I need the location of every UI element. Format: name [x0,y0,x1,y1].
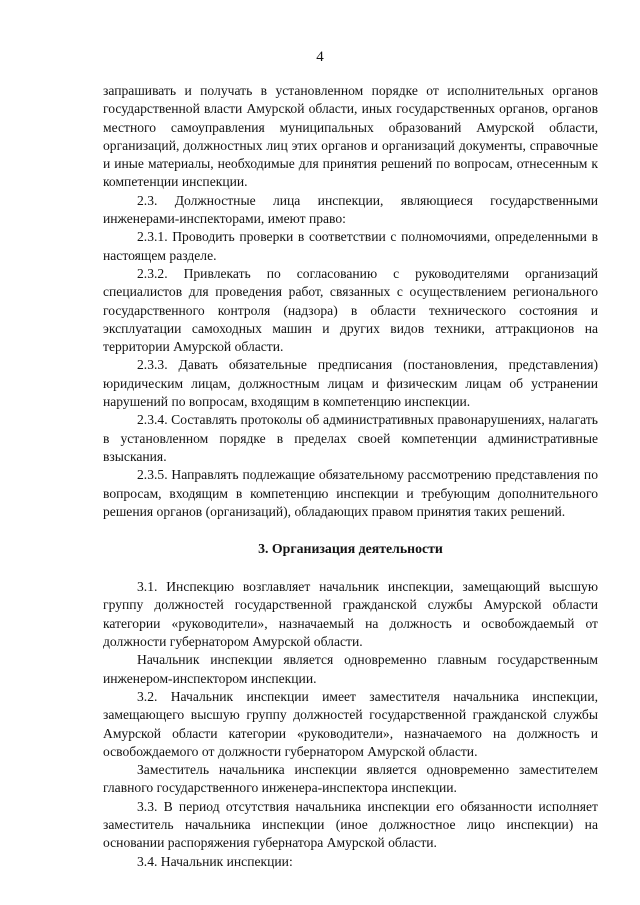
paragraph-continuation: запрашивать и получать в установленном порядке от исполнительных органов государственной власти Амурской области, иных государственных органов, органов местного самоуправления муниципальных образований Амурской области, организаций, должностных лиц этих органов и организаций документы, справочные и иные материалы, необходимые для принятия решений по вопросам, отнесенным к компетенции инспекции. [103,83,598,190]
paragraph-2-3-1: 2.3.1. Проводить проверки в соответствии с полномочиями, определенными в настоящем разделе. [103,229,598,263]
paragraph-3-4: 3.4. Начальник инспекции: [137,853,293,869]
document-body [103,82,598,871]
paragraph-3-2-deputy-role: Заместитель начальника инспекции является одновременно заместителем главного государственного инженера-инспектора инспекции. [103,762,598,796]
paragraph-3-1-head-role: Начальник инспекции является одновременно главным государственным инженером-инспектором инспекции. [103,652,598,686]
page-number: 4 [316,49,324,65]
paragraph-2-3-3: 2.3.3. Давать обязательные предписания (постановления, представления) юридическим лицам, должностным лицам и физическим лицам об устранении нарушений по вопросам, входящим в компетенцию инспекции. [103,357,598,410]
paragraph-2-3-4: 2.3.4. Составлять протоколы об административных правонарушениях, налагать в установленном порядке в пределах своей компетенции административные взыскания. [103,412,598,464]
paragraph-2-3-2: 2.3.2. Привлекать по согласованию с руководителями организаций специалистов для проведения работ, связанных с осуществлением регионального государственного контроля (надзора) в области технического состояния и эксплуатации самоходных машин и других видов техники, аттракционов на территории Амурской области. [103,265,598,355]
section-3-heading: 3. Организация деятельности [258,541,443,557]
paragraph-3-1: 3.1. Инспекцию возглавляет начальник инспекции, замещающий высшую группу должностей государственной гражданской службы Амурской области категории «руководители», назначаемый на должность и освобождаемый от должности губернатором Амурской области. [103,579,598,650]
paragraph-3-2: 3.2. Начальник инспекции имеет заместителя начальника инспекции, замещающего высшую группу должностей государственной гражданской службы Амурской области категории «руководители», назначаемого на должность и освобождаемого от должности губернатором Амурской области. [103,688,598,759]
paragraph-3-3: 3.3. В период отсутствия начальника инспекции его обязанности исполняет заместитель начальника инспекции (иное должностное лицо инспекции) на основании распоряжения губернатора Амурской области. [103,798,598,851]
paragraph-2-3: 2.3. Должностные лица инспекции, являющиеся государственными инженерами-инспекторами, имеют право: [103,192,598,227]
paragraph-2-3-5: 2.3.5. Направлять подлежащие обязательному рассмотрению представления по вопросам, входящим в компетенцию инспекции и требующим дополнительного решения органов (организаций), обладающих правом принятия таких решений. [103,467,598,519]
